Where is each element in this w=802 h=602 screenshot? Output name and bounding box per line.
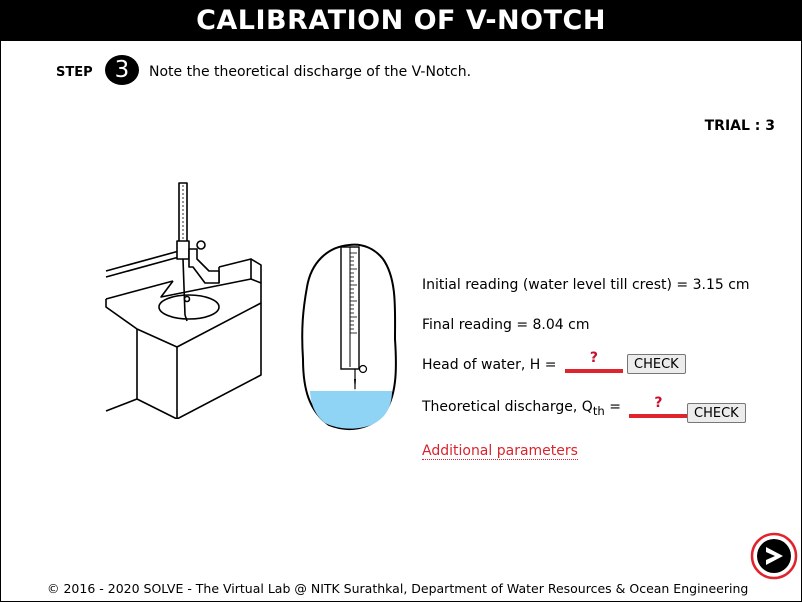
check-discharge-button[interactable]: CHECK xyxy=(687,403,746,423)
head-of-water-input[interactable]: ? xyxy=(565,351,623,373)
next-arrow-icon[interactable] xyxy=(750,532,798,580)
additional-parameters-link[interactable]: Additional parameters xyxy=(422,443,578,459)
footer-copyright: © 2016 - 2020 SOLVE - The Virtual Lab @ NITK Surathkal, Department of Water Resources & Ocean Engineering xyxy=(47,581,749,596)
final-reading: Final reading = 8.04 cm xyxy=(422,317,590,333)
head-of-water-label: Head of water, H = xyxy=(422,357,557,373)
vernier-scale-closeup xyxy=(297,239,401,431)
hook-gauge-apparatus-illustration xyxy=(101,179,266,419)
theoretical-discharge-label: Theoretical discharge, Q xyxy=(422,399,593,416)
theoretical-discharge-input[interactable]: ? xyxy=(629,396,687,418)
initial-reading: Initial reading (water level till crest) = 3.15 cm xyxy=(422,277,750,293)
theoretical-discharge-row xyxy=(422,396,687,418)
theoretical-discharge-subscript: th xyxy=(592,404,605,418)
step-label: STEP xyxy=(56,65,93,80)
page-title: CALIBRATION OF V-NOTCH xyxy=(1,1,801,41)
check-head-button[interactable]: CHECK xyxy=(627,354,686,374)
trial-indicator: TRIAL : 3 xyxy=(704,118,775,134)
step-instruction: Note the theoretical discharge of the V-Notch. xyxy=(149,64,472,80)
theoretical-discharge-equals: = xyxy=(609,399,621,416)
head-of-water-row xyxy=(422,351,623,373)
step-number-badge: 3 xyxy=(105,55,139,85)
